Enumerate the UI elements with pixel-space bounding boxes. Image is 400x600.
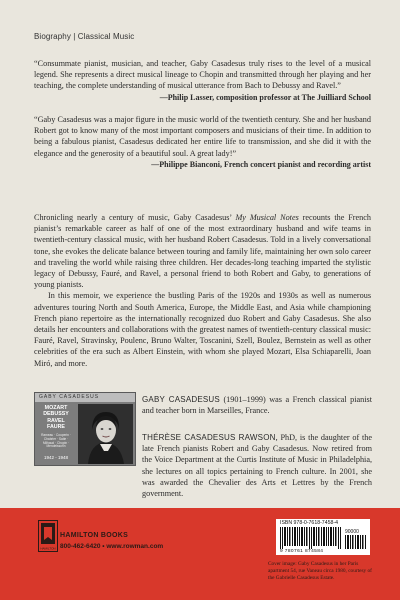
quote-attribution: —Philip Lasser, composition professor at The Juilliard School [159,92,371,102]
description-text: Chronicling nearly a century of music, Gaby Casadesus’ [34,213,236,222]
cd-composer-list [38,405,74,430]
barcode-icon [280,527,342,549]
footer-band [0,508,400,600]
description-paragraph [34,212,371,290]
translator-name: THÉRÈSE CASADESUS RAWSON [142,433,276,442]
translator-bio [142,432,372,499]
translator-bio-text: , PhD, is the daughter of the late French pianists Robert and Gaby Casadesus. Now retired from the Voice Department at the Curtis Institute of Music in Philadelphia, she lectures on all topics pertaining to French culture. In 2001, she was awarded the Chevalier des Arts et Lettres by the French government. [142,433,372,499]
cd-composer: FAURE [47,423,65,430]
isbn-barcode [276,519,370,555]
hamilton-books-logo [38,520,58,552]
cd-composer: RAVEL [47,417,65,424]
cd-header: GABY CASADESUS [35,393,135,402]
barcode-digits: 9 780761 874584 [280,548,324,554]
author-name: GABY CASADESUS [142,395,220,404]
portrait-photo [78,404,133,464]
cd-composer: MOZART [44,405,68,411]
cover-credit: Cover image: Gaby Casadesus in her Paris apartment 54, rue Vaneau circa 1980, courtesy of the Gabrielle Casadesus Estate. [268,561,372,582]
price-barcode-icon [345,535,367,549]
book-description [34,212,371,369]
cd-years: 1942 - 1948 [43,455,69,460]
category-label: Biography | Classical Music [34,32,135,41]
publisher-contact: 800-462-6420 • www.rowman.com [60,543,164,550]
description-paragraph: In this memoir, we experience the bustling Paris of the 1920s and 1930s as well as numerous adventures touring North and South America, Europe, the Middle East, and Asia while championing French piano repertoire as the internationally recognized duo Robert and Gaby Casadesus. She also details her encounters and collaborations with the greatest names of twentieth-century classical music: Fauré, Ravel, Stravinsky, Poulenc, Bruno Walter, Toscanini, Szell, Boulez, Bernstein as well as other celebrities of the era such as Albert Einstein, with whom she played Mozart, Elsa Schiaparelli, Joan Miró, and more. [34,291,371,368]
isbn-number: ISBN 978-0-7618-7458-4 [280,520,338,526]
author-bio [142,394,372,416]
quote-text: “Gaby Casadesus was a major figure in the music world of the twentieth century. She and her husband Robert got to know many of the most important composers and musicians of their time. In addition to being a fabulous pianist, Casadesus dedicated her entire life to transmission, and she did it with the elegance and the generosity of a beautiful soul. A great lady!” [34,115,371,158]
quote-bianconi [34,114,371,170]
description-text: recounts the French pianist’s remarkable career as half of one of the most extraordinary husband and wife teams in twentieth-century classical music, with her husband Robert Casadesus. Told in a lively conversational tone, she evokes the delicate balance between touring and family life, maintaining her own solo career and traveling the world while raising three children. Her decades-long teaching imparted the stylistic legacy of Debussy, Fauré, and Ravel, a personal friend to both Robert and Gaby, to generations of young pianists. [34,213,371,290]
price-code: 90000 [345,529,359,535]
cd-composer: DEBUSSY [43,411,69,418]
book-title: My Musical Notes [235,213,299,222]
publisher-name: HAMILTON BOOKS [60,532,129,539]
cd-works: Rameau · Couperin · Chabrier · Satie · Milhaud · Chopin · Mendelssohn [41,433,71,449]
author-bio-text: (1901–1999) was a French classical pianist and teacher born in Marseilles, France. [142,395,372,416]
quote-attribution: —Philippe Bianconi, French concert pianist and recording artist [151,159,371,169]
quote-text: “Consummate pianist, musician, and teacher, Gaby Casadesus truly rises to the level of a musical legend. She represents a direct musical lineage to Chopin and transmitted through her playing and her teaching, the complete understanding of musical utterance from Bach to Debussy and Ravel.” [34,59,371,91]
quote-lasser [34,58,371,103]
logo-text: HAMILTON [40,546,56,551]
cd-cover-image [34,392,136,466]
